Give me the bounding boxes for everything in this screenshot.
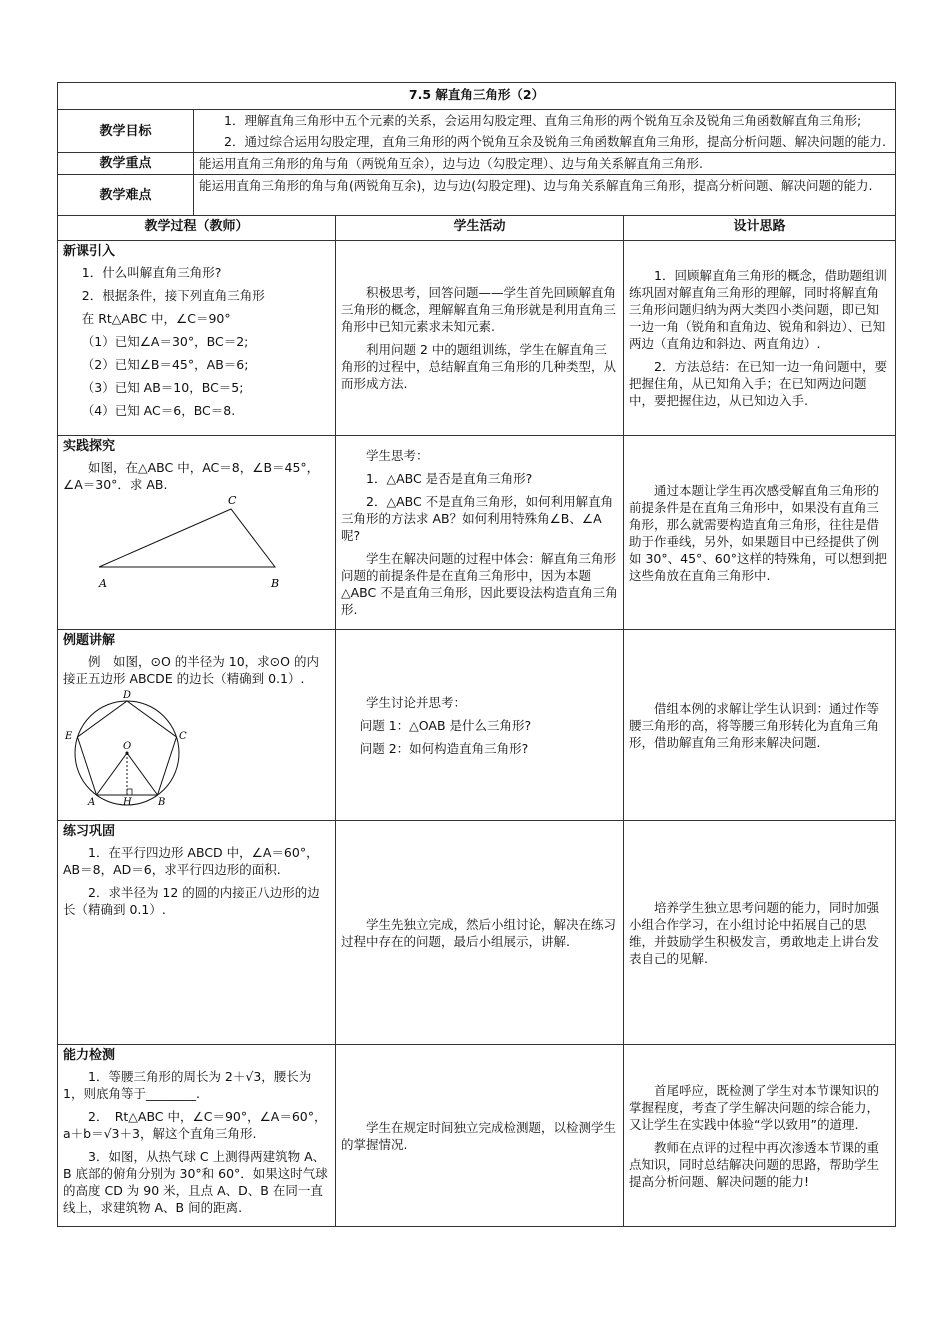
practice-section-title: 实践探究 — [63, 439, 116, 454]
lesson-plan-page — [57, 82, 895, 1227]
exercise-student-cell — [336, 821, 624, 1045]
practice-student-4: 学生在解决问题的过程中体会：解直角三角形问题的前提条件是在直角三角形中，因为本题△ABC 不是直角三角形，因此要设法构造直角三角形. — [341, 551, 618, 617]
vertex-label-o: O — [123, 741, 132, 752]
objective-1: 1．理解直角三角形中五个元素的关系，会运用勾股定理、直角三角形的两个锐角互余及锐角三角函数解直角三角形; — [224, 113, 862, 128]
exercise-student: 学生先独立完成，然后小组讨论，解决在练习过程中存在的问题，最后小组展示，讲解. — [341, 916, 617, 949]
intro-design-1: 1．回顾解直角三角形的概念，借助题组训练巩固对解直角三角形的理解，同时将解直角三角形问题归纳为两大类四小类问题，即已知一边一角（锐角和直角边、锐角和斜边）、已知两边（直角边和斜边、两直角边）. — [629, 268, 887, 351]
vertex-label-b: B — [271, 577, 280, 590]
vertex-label-e: E — [65, 731, 73, 742]
difficulties-label: 教学难点 — [58, 175, 194, 216]
intro-student-cell — [336, 241, 624, 436]
exercise-design: 培养学生独立思考问题的能力，同时加强小组合作学习，在小组讨论中拓展自己的思维，并鼓励学生积极发言，勇敢地走上讲台发表自己的见解. — [629, 899, 880, 966]
practice-student-cell — [336, 436, 624, 630]
assessment-section-title: 能力检测 — [63, 1048, 116, 1063]
practice-student-2: 1．△ABC 是否是直角三角形? — [366, 471, 533, 486]
exercise-teacher-cell — [58, 821, 336, 1045]
triangle-abc-figure — [63, 495, 323, 595]
example-design: 借组本例的求解让学生认识到：通过作等腰三角形的高，将等腰三角形转化为直角三角形，借助解直角三角形来解决问题. — [629, 700, 880, 750]
exercise-design-cell — [624, 821, 896, 1045]
exercise-section-title: 练习巩固 — [63, 824, 116, 839]
vertex-label-h: H — [123, 797, 132, 808]
assessment-student-cell — [336, 1045, 624, 1227]
assessment-problem-3: 3．如图，从热气球 C 上测得两建筑物 A、B 底部的俯角分别为 30°和 60°．如果这时气球的高度 CD 为 90 米，且点 A、D、B 在同一直线上，求建筑物 A、B 间的距离. — [63, 1149, 328, 1215]
intro-design-cell — [624, 241, 896, 436]
example-problem: 例 如图，⊙O 的半径为 10，求⊙O 的内接正五边形 ABCDE 的边长（精确到 0.1）. — [63, 654, 319, 686]
practice-student-1: 学生思考： — [366, 448, 429, 463]
pentagon-figure — [63, 689, 193, 811]
example-student-cell — [336, 630, 624, 821]
column-header-design: 设计思路 — [624, 216, 896, 241]
page-title: 7.5 解直角三角形（2） — [58, 83, 896, 110]
key-points-label: 教学重点 — [58, 153, 194, 175]
intro-student-1: 积极思考，回答问题——学生首先回顾解直角三角形的概念，理解解直角三角形就是利用直角三角形中已知元素求未知元素. — [341, 285, 617, 334]
practice-student-3: 2．△ABC 不是直角三角形，如何利用解直角三角形的方法求 AB？如何利用特殊角∠B、∠A 呢? — [341, 494, 614, 543]
intro-design-2: 2．方法总结：在已知一边一角问题中，要把握住角，从已知角入手；在已知两边问题中，要把握住边，从已知边入手. — [629, 359, 887, 408]
assessment-problem-2: 2． Rt△ABC 中，∠C＝90°，∠A＝60°，a＋b＝√3＋3，解这个直角三角形. — [63, 1109, 327, 1141]
intro-case-4: （4）已知 AC＝6，BC＝8. — [81, 403, 236, 418]
objective-2: 2．通过综合运用勾股定理，直角三角形的两个锐角互余及锐角三角函数解直角三角形，提高分析问题、解决问题的能力. — [224, 134, 886, 149]
example-student-2: 问题 1：△OAB 是什么三角形? — [359, 717, 532, 733]
vertex-label-c2: C — [179, 731, 187, 742]
example-design-cell — [624, 630, 896, 821]
objectives-label: 教学目标 — [58, 110, 194, 153]
practice-design: 通过本题让学生再次感受解直角三角形的前提条件是在直角三角形中，如果没有直角三角形，那么就需要构造直角三角形，往往是借助于作垂线，另外，如果题目中已经提供了例如 30°、45°、60°这样的特殊角，可以想到把这些角放在直角三角形中. — [629, 482, 887, 583]
objectives-content — [194, 110, 896, 153]
intro-section-title: 新课引入 — [63, 244, 116, 259]
assessment-teacher-cell — [58, 1045, 336, 1227]
vertex-label-a: A — [99, 577, 107, 590]
segment-oa — [97, 753, 128, 795]
assessment-problem-1: 1．等腰三角形的周长为 2＋√3，腰长为 1，则底角等于________. — [63, 1069, 312, 1101]
example-student-3: 问题 2：如何构造直角三角形? — [359, 740, 529, 756]
vertex-label-a2: A — [88, 797, 96, 808]
right-angle-mark — [127, 789, 132, 795]
vertex-label-c: C — [228, 495, 237, 507]
practice-problem: 如图，在△ABC 中，AC＝8，∠B＝45°，∠A＝30°．求 AB. — [63, 460, 320, 492]
assessment-design-cell — [624, 1045, 896, 1227]
triangle-abc-edges — [99, 509, 275, 567]
example-student-1: 学生讨论并思考： — [366, 694, 467, 710]
intro-student-2: 利用问题 2 中的题组训练，学生在解直角三角形的过程中，总结解直角三角形的几种类型，从而形成方法. — [341, 342, 617, 391]
exercise-problem-1: 1．在平行四边形 ABCD 中，∠A＝60°，AB＝8，AD＝6，求平行四边形的面积. — [63, 845, 319, 877]
intro-case-2: （2）已知∠B＝45°，AB＝6; — [81, 357, 249, 372]
intro-teacher-cell — [58, 241, 336, 436]
exercise-problem-2: 2．求半径为 12 的圆的内接正八边形的边长（精确到 0.1）. — [63, 885, 320, 917]
intro-case-1: （1）已知∠A＝30°，BC＝2; — [81, 334, 249, 349]
assessment-design-2: 教师在点评的过程中再次渗透本节课的重点知识，同时总结解决问题的思路，帮助学生提高分析问题、解决问题的能力! — [629, 1139, 880, 1189]
intro-condition: 在 Rt△ABC 中，∠C＝90° — [81, 311, 231, 326]
assessment-design-1: 首尾呼应，既检测了学生对本节课知识的掌握程度，考查了学生解决问题的综合能力，又让学生在实践中体验“学以致用”的道理. — [629, 1082, 880, 1132]
intro-case-3: （3）已知 AB＝10，BC＝5; — [81, 380, 244, 395]
difficulties-content: 能运用直角三角形的角与角(两锐角互余)，边与边(勾股定理)、边与角关系解直角三角形，提高分析问题、解决问题的能力. — [194, 175, 896, 216]
key-points-content: 能运用直角三角形的角与角（两锐角互余），边与边（勾股定理）、边与角关系解直角三角形. — [194, 153, 896, 175]
example-teacher-cell — [58, 630, 336, 821]
assessment-student: 学生在规定时间独立完成检测题，以检测学生的掌握情况. — [341, 1119, 617, 1152]
intro-question-2: 2．根据条件，接下列直角三角形 — [81, 288, 265, 303]
practice-design-cell — [624, 436, 896, 630]
vertex-label-d: D — [123, 690, 132, 701]
column-header-teacher: 教学过程（教师） — [58, 216, 336, 241]
practice-teacher-cell — [58, 436, 336, 630]
lesson-plan-table — [57, 82, 896, 1227]
intro-question-1: 1．什么叫解直角三角形? — [81, 265, 222, 280]
vertex-label-b2: B — [158, 797, 166, 808]
column-header-student: 学生活动 — [336, 216, 624, 241]
example-section-title: 例题讲解 — [63, 633, 116, 648]
